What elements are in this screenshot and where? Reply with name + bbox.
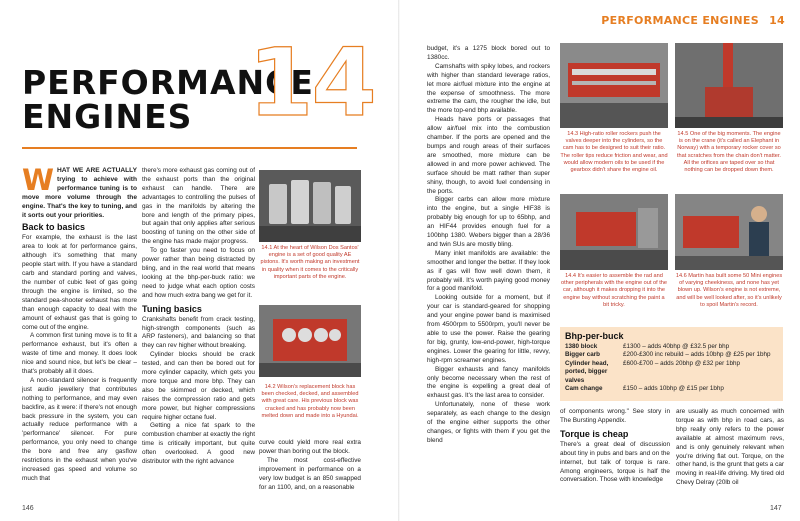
bhp-row (565, 343, 778, 351)
bhp-row-cost: £600-£700 – adds 20bhp @ £32 per 1bhp (623, 359, 741, 367)
pistons-image (259, 170, 361, 242)
photo-assembly (560, 194, 668, 270)
block-image (259, 305, 361, 377)
running-head (595, 14, 785, 27)
bhp-row (565, 385, 778, 393)
caption-14-4: 14.4 It's easier to assemble the rad and other peripherals with the engine out of the car, although it makes dropping it into the engine bay without scratching the paint a bit tricky. (560, 273, 668, 308)
col2-para-top: there's more exhaust gas coming out of the exhaust ports than the original exhaust can handle. There are advantages to controlling the pulses of gas in the manifolds by altering the bore and length of the primary pipes, but again that only applies after serious boosting of tuning on the other side of the engine has made major progress. (142, 167, 255, 246)
col4-para-4: Bigger carbs can allow more mixture into the engine, but a single HIF38 is probably big enough for up to 65bhp, and an HIF44 provides enough fuel for a 100bhp 1380. Webers bigger than a 28/36 and twin SUs are mostly bling. (427, 196, 550, 248)
crane-image (675, 43, 783, 128)
bhp-row-item: 1380 block (565, 343, 598, 350)
col2-tuning-3: Getting a nice fat spark to the combustion chamber at exactly the right time is critically important, but quite often overlooked. A good new distributor with the right advance (142, 422, 255, 466)
photo-rockers (560, 43, 668, 128)
page-number-left: 146 (22, 505, 34, 512)
bhp-row-cost: £200-£300 inc rebuild – adds 10bhp @ £25 per 1bhp (623, 351, 771, 359)
col5-para-1: There's a great deal of discussion about tiny in pubs and bars and on the internet, but talk of torque is rare. Among engineers, torque is half the conversation. Those with knowledge (560, 440, 670, 484)
col4-para-2: Camshafts with spiky lobes, and rockers with higher than standard leverage ratios, let more air/fuel mixture into the engine at the expense of smoothness. The more extreme the cam, the rougher the idle, but the more top-end bhp available. (427, 62, 550, 115)
bhp-row-item: Cylinder head, ported, bigger valves (565, 359, 609, 384)
col4-para-7: Bigger exhausts and fancy manifolds only become necessary when the rest of the engine is expelling a great deal of exhaust gas. It's the last area to consider. (427, 365, 550, 400)
bhp-row-cost: £1300 – adds 40bhp @ £32.5 per bhp (623, 343, 730, 350)
title-rule (22, 147, 357, 149)
column-3 (259, 439, 361, 514)
photo-crane (675, 43, 783, 128)
bhp-row-item: Cam change (565, 385, 603, 393)
running-head-title: PERFORMANCE ENGINES (601, 14, 759, 27)
col3-para-2: The most cost-effective improvement in performance on a very low budget is an 850 swapped for an 1100, and, on a reasonable (259, 456, 361, 491)
assembly-image (560, 194, 668, 270)
heading-back-to-basics: Back to basics (22, 222, 86, 233)
photo-martin (675, 194, 783, 270)
column-5 (560, 408, 670, 514)
drop-cap: W (22, 167, 54, 197)
chapter-number: 14 (248, 29, 375, 138)
heading-torque-is-cheap: Torque is cheap (560, 428, 629, 439)
col3-para-1: curve could yield more real extra power than boring out the block. (259, 439, 361, 455)
chapter-title (22, 63, 314, 136)
column-2 (142, 167, 255, 512)
col2-tuning-1: Crankshafts benefit from crack testing, high-strength components (such as ARP fasteners), and balancing so that they can rev higher without breaking. (142, 315, 255, 350)
caption-14-1: 14.1 At the heart of Wilson Dos Santos' engine is a set of good quality AE pistons. It's worth making an investment in quality when it comes to the critically important parts of the engine. (260, 245, 360, 280)
bhp-table-title: Bhp-per-buck (565, 331, 624, 341)
col4-para-8: Unfortunately, none of these work separately, as each change to the design of the engine either supports the other changes, or fights with them if you get the blend (427, 401, 550, 444)
col6-para-1: are usually as much concerned with torque as with bhp in road cars, as bhp really only refers to the power available at almost maximum revs, and is only genuinely relevant when you're driving flat out. Torque, on the other hand, is the grunt that gets a car moving in real-life driving. My tired old Chevy Delray (20lb oil (676, 408, 784, 487)
col1-para-2: A common first tuning move is to fit a performance exhaust, but it's often a waste of time and money. It does look nice and sound nice, but let's be clear – that's probably all it does. (22, 332, 137, 376)
column-1 (22, 167, 137, 512)
bhp-row (565, 351, 778, 359)
martin-image (675, 194, 783, 270)
col1-para-3: A non-standard silencer is frequently just audio jewellery that contributes nothing to performance, and may even backfire, as it were: if there's not enough back pressure in the system, you can actually reduce performance with a 'performance' silencer. For pure performance, you only need to change the bore and free any gasflow restrictions in the exhaust when you've increased gas speed and volume so much that (22, 376, 137, 482)
intro-text: HAT WE ARE ACTUALLY trying to achieve with performance tuning is to move more volume through the engine. That's the key to tuning, and it sorts out your priorities. (22, 167, 137, 219)
col1-para-1: For example, the exhaust is the last area to look at for performance gains, although it's something that many people start with. If you have a standard carb and standard porting and valves, the number of cubic feet of gas going through the engine is limited, so the standard pea-shooter exhaust has more than enough capacity to deal with the amount of exhaust gas that is going to come out of the engine. (22, 234, 137, 331)
page-number-right: 147 (770, 505, 782, 512)
col4-para-5: Many inlet manifolds are available: the smoother and longer the better. If they look as if gas will flow well down them, it probably will. It's worth paying good money for a good manifold. (427, 249, 550, 293)
column-4 (427, 45, 550, 515)
photo-pistons (259, 170, 361, 242)
bhp-row-cost: £150 – adds 10bhp @ £15 per 1bhp (623, 385, 724, 393)
col2-tuning-2: Cylinder blocks should be crack tested, and can then be bored out for more cylinder capacity, which gets you more torque and more bhp. They can also be skimmed or decked, which raises the compression ratio and gets more power, but higher compressions require higher octane fuel. (142, 351, 255, 421)
photo-block (259, 305, 361, 377)
running-head-number: 14 (769, 14, 785, 27)
caption-14-3: 14.3 High-ratio roller rockers push the valves deeper into the cylinders, so the cam has to be designed to suit their ratio. The roller tips reduce friction and wear, and would allow modern oils to be used if the gearbox didn't share the engine oil. (560, 131, 668, 174)
col4-para-6: Looking outside for a moment, but if your car is standard-geared for shopping and your engine power band is maximised from 4500rpm to 5500rpm, you'll never be able to use the power. Raise the gearing for big, grunty, low-end-power, high-torque engines. Lower the gearing for little, revvy, high-rpm screamer engines. (427, 294, 550, 364)
rockers-image (560, 43, 668, 128)
caption-14-5: 14.5 One of the big moments. The engine is on the crane (it's called an Elephant in Norway) with a temporary rocker cover so that scratches from the chain don't matter. All the orifices are taped over so that nothing can be dropped down them. (677, 131, 781, 174)
col2-para-1: To go faster you need to focus on power rather than being distracted by bling, and in the real world that means looking at the bhp-per-buck ratio: we need to judge what each option costs and how much extra bang we get for it. (142, 247, 255, 299)
caption-14-6: 14.6 Martin has built some 50 Mini engines of varying cheekiness, and none has yet blown up. Wilson's engine is not extreme, and will be well looked after, so it's unlikely to spoil Martin's record. (675, 273, 783, 308)
bhp-row-item: Bigger carb (565, 351, 600, 359)
right-page (400, 0, 800, 521)
col4-para-3: Heads have ports or passages that allow air/fuel mix into the combustion chamber. If the ports are opened and the bumps and rough areas of their surfaces are smoothed, more mixture can be allowed in and more power achieved. The surface should be matt rather than super shiny, though, to avoid fuel condensing in the ports. (427, 116, 550, 195)
caption-14-2: 14.2 Wilson's replacement block has been checked, decked, and assembled with great care. His previous block was cracked and has probably now been melted down and made into a Hyundai. (261, 384, 359, 419)
col4-para-1: budget, it's a 1275 block bored out to 1380cc. (427, 45, 550, 61)
intro (22, 167, 137, 220)
col5-para-top: of components wrong." See story in The Bursting Appendix. (560, 408, 670, 424)
chapter-title-line2: ENGINES (22, 97, 193, 136)
column-6 (676, 408, 784, 514)
bhp-table (560, 327, 783, 401)
heading-tuning-basics: Tuning basics (142, 303, 202, 314)
chapter-title-line1: PERFORMANCE (22, 63, 314, 102)
bhp-row (565, 360, 778, 385)
